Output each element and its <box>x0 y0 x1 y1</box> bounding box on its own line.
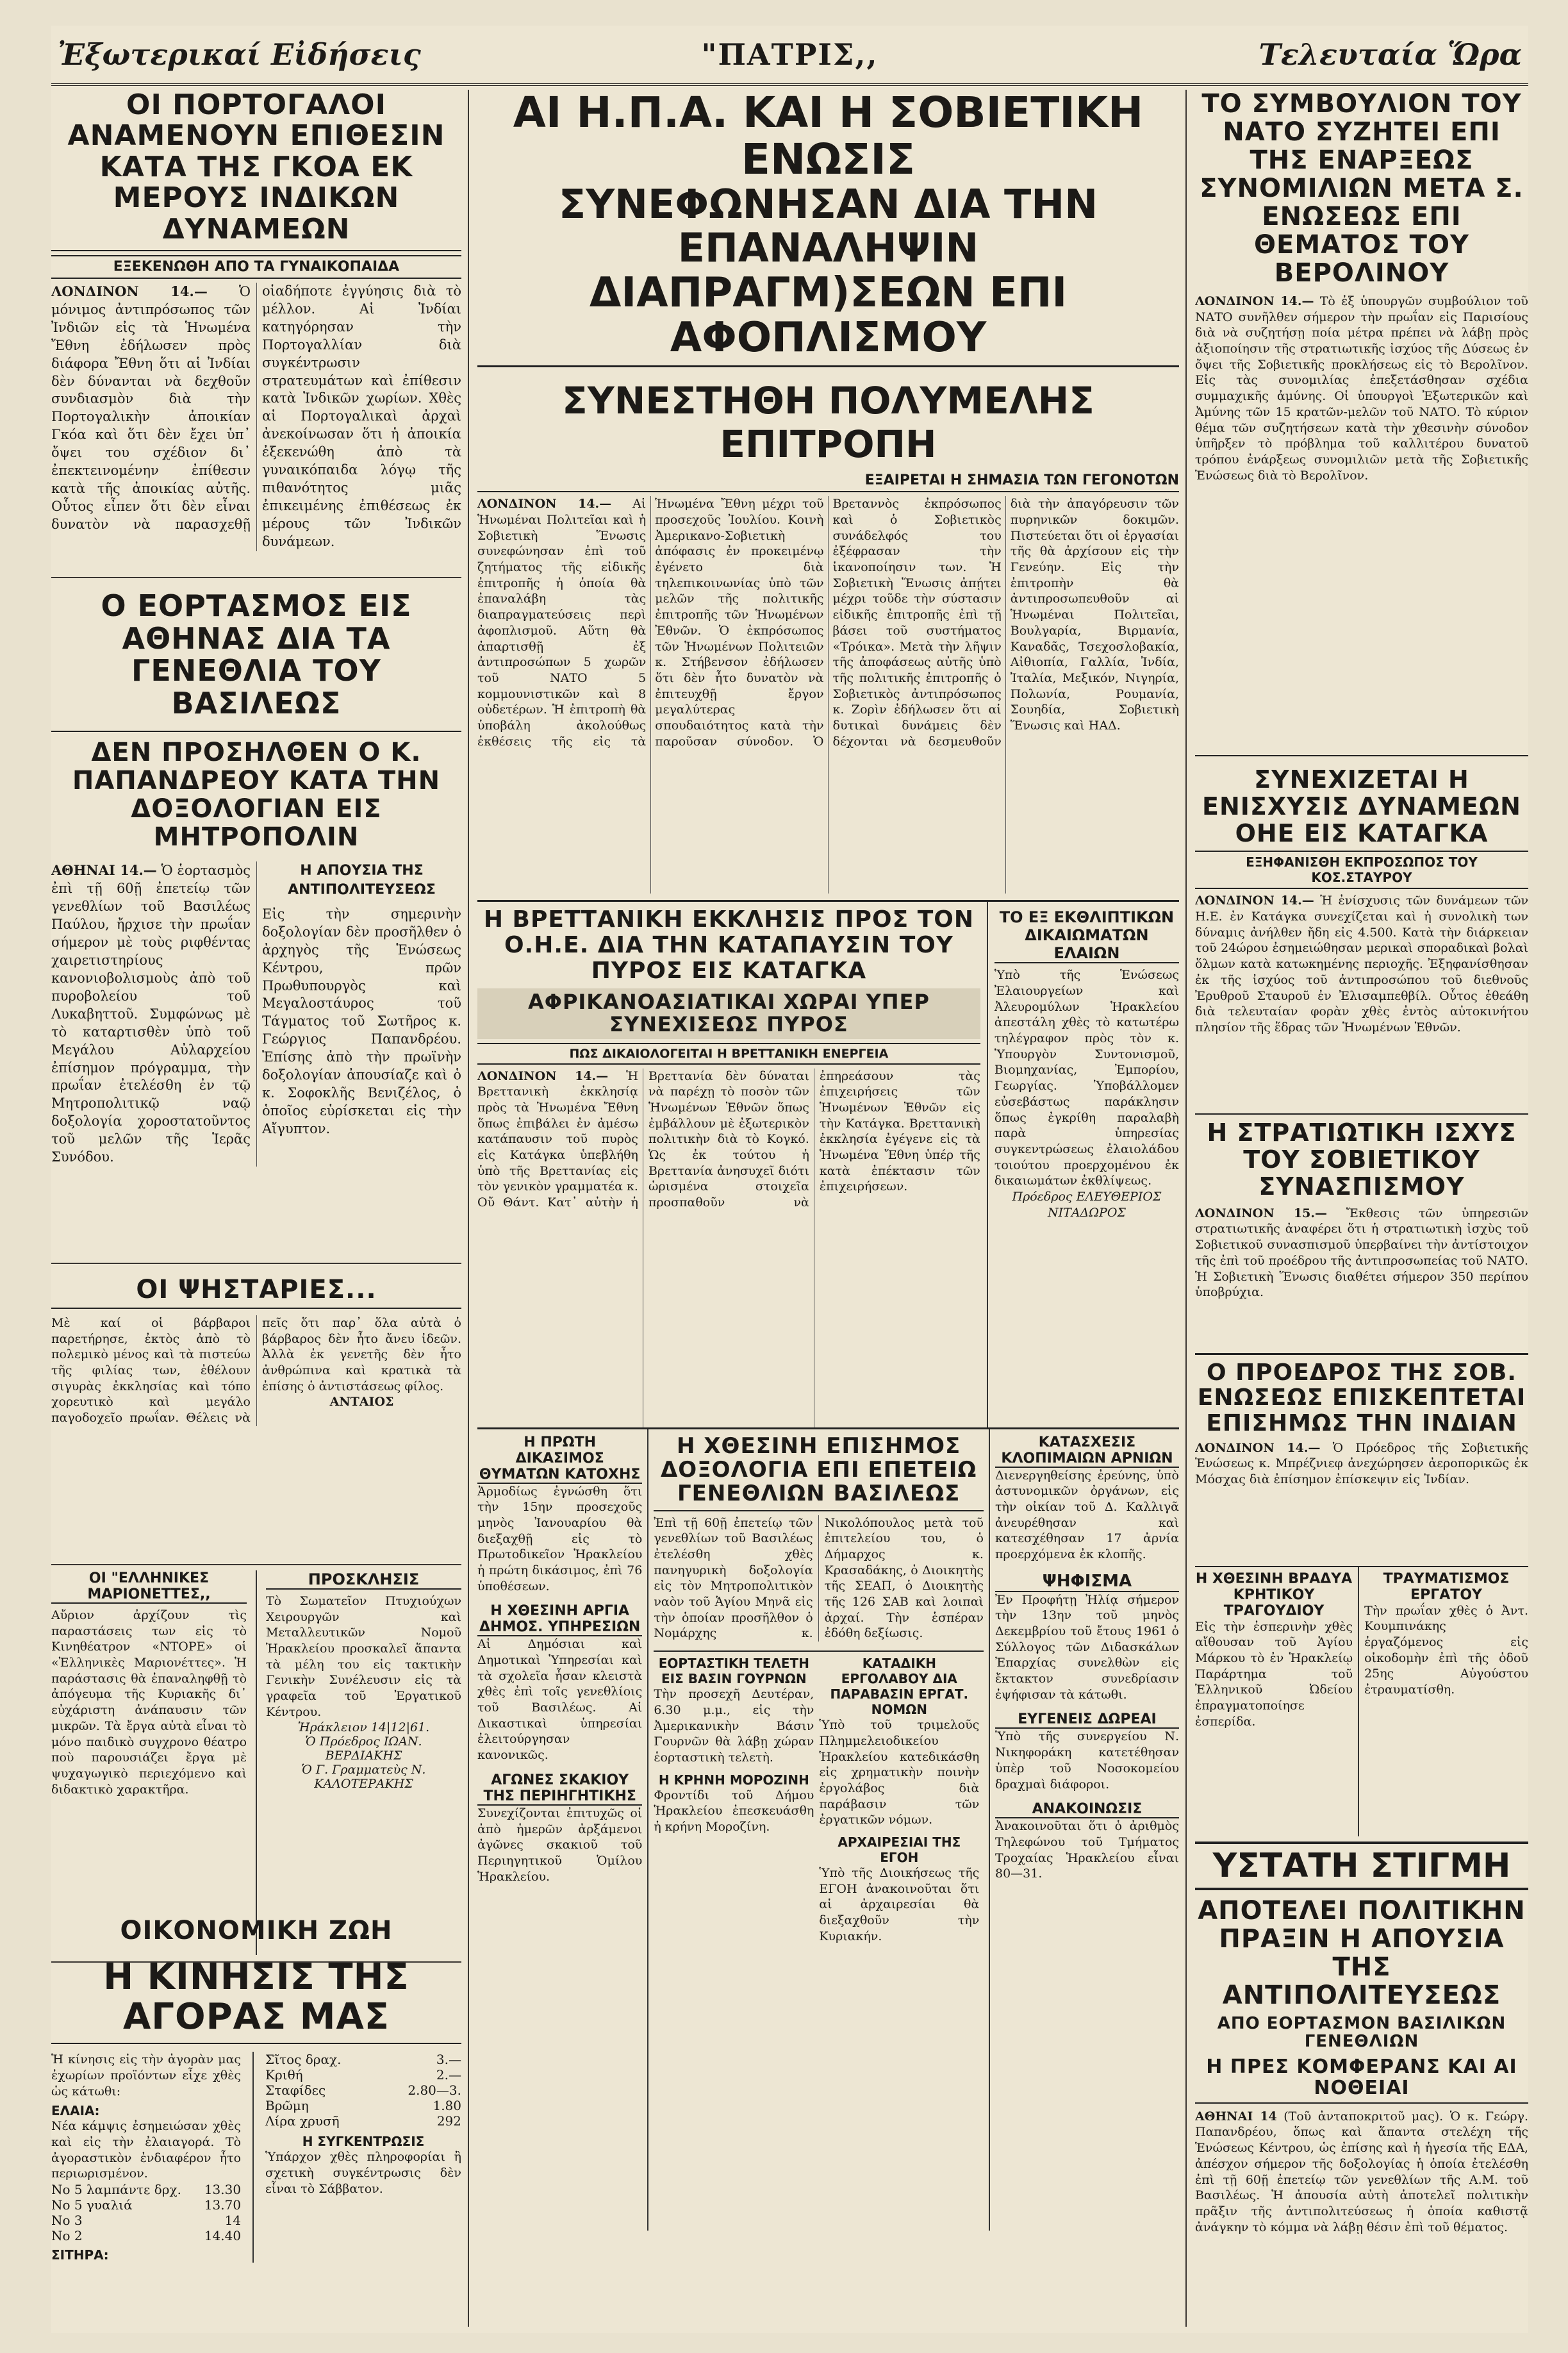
article-text: Τὸ ἐξ ὑπουργῶν συμβούλιον τοῦ ΝΑΤΟ συνῆλθεν σήμερον τὴν πρωΐαν εἰς Παρισίους διὰ νὰ συζητήσῃ ποία μέτρα πρέπει νὰ λάβῃ πρὸς ἀξιοποίησιν τῆς στρατιωτικῆς ἰσχύος τῆς Δύσεως ἐν ὄψει τῆς Σοβιετικῆς προκλήσεως εἰς τὸ Βερολῖνον. Εἰς τὰς συνομιλίας ἐπεξετάσθησαν σχέδια συμμαχικῆς ἀμύνης. Οἱ ὑπουργοὶ Ἐξωτερικῶν καὶ Ἀμύνης τῶν 15 κρατῶν-μελῶν τοῦ ΝΑΤΟ. Τὸ κύριον θέμα τῶν συζητήσεων κατὰ τὴν χθεσινὴν σύνοδον ὑπῆρξεν τὸ πρόβλημα τοῦ καλλιτέρου δυνατοῦ τρόπου ἐνάρξεως συνομιλιῶν μετὰ τῆς Σοβιετικῆς Ἑνώσεως διὰ τὸ Βερολῖνον. <box>1195 294 1528 483</box>
body-fishers <box>51 1315 461 1426</box>
newspaper-page <box>51 26 1528 2333</box>
price-label: Νο 2 <box>51 2228 83 2243</box>
headline-chess: ΑΓΩΝΕΣ ΣΚΑΚΙΟΥ ΤΗΣ ΠΕΡΙΗΓΗΤΙΚΗΣ <box>477 1772 642 1806</box>
signature-president: Ὁ Πρόεδρος ΙΩΑΝ. ΒΕΡΔΙΑΚΗΣ <box>305 1734 422 1763</box>
headline-evening: Η ΧΘΕΣΙΝΗ ΒΡΑΔΥΑ ΚΡΗΤΙΚΟΥ ΤΡΑΓΟΥΔΙΟΥ <box>1195 1570 1353 1619</box>
local-col-2 <box>648 1429 990 2231</box>
headline-oil-rights: ΤΟ ΕΞ ΕΚΘΛΙΠΤΙΚΩΝ ΔΙΚΑΙΩΜΑΤΩΝ ΕΛΑΙΩΝ <box>994 908 1179 963</box>
signature-date: Ἡράκλειον 14|12|61. <box>297 1720 430 1734</box>
subhead-committee: ΕΞΑΙΡΕΤΑΙ Η ΣΗΜΑΣΙΑ ΤΩΝ ΓΕΓΟΝΟΤΩΝ <box>477 470 1179 492</box>
body-last <box>1195 2109 1528 2236</box>
body-trial: Ἁρμοδίως ἐγνώσθη ὅτι τὴν 15ην προσεχοῦς μηνὸς Ἰανουαρίου θὰ διεξαχθῇ εἰς τὸ Πρωτοδικεῖον Ἡρακλείου ἡ πρώτη δικάσιμος, ἐπὶ 76 ὑποθέσεων. <box>477 1484 643 1593</box>
article-text: Ὁ μόνιμος ἀντιπρόσωπος τῶν Ἰνδιῶν εἰς τὰ Ἡνωμένα Ἔθνη ἐδήλωσεν πρὸς διάφορα Ἔθνη ὅτι αἱ Ἰνδίαι δὲν δύνανται νὰ δεχθοῦν συνδιασμὸν διὰ τὴν Πορτογαλικὴν ἀποικίαν Γκόα καὶ ὅτι δὲν ἔχει ὑπ᾽ ὄψει του σχέδιον δι᾽ ἐπεκτεινομένην ἐπίθεσιν κατὰ τῆς ἀποικίας αὐτῆς. Οὗτος εἶπεν ὅτι δὲν εἶναι δυνατὸν νὰ παρασχεθῇ οἱαδήποτε ἐγγύησις διὰ τὸ μέλλον. Αἱ Ἰνδίαι κατηγόρησαν τὴν Πορτογαλλίαν διὰ συγκέντρωσιν στρατευμάτων καὶ ἐπίθεσιν κατὰ Ἰνδικῶν χωρίων. Χθὲς αἱ Πορτογαλικαὶ ἀρχαὶ ἀνεκοίνωσαν ὅτι ἡ ἀποικία ἐξεκενώθη ἀπὸ τὰ γυναικόπαιδα λόγῳ τῆς πιθανότητος μιᾶς ἐπικειμένης ἐπιθέσεως ἐκ μέρους τῶν Ἰνδικῶν δυνάμεων. <box>51 283 461 549</box>
right-column <box>1195 90 1528 2327</box>
body-accident: Τὴν πρωΐαν χθὲς ὁ Ἀντ. Κουμπινάκης ἐργαζόμενος εἰς οἰκοδομὴν ἐπὶ τῆς ὁδοῦ 25ης Αὐγούστου ἐτραυματίσθη. <box>1364 1603 1528 1697</box>
last-minute-banner: ΥΣΤΑΤΗ ΣΤΙΓΜΗ <box>1195 1842 1528 1890</box>
economy-banner: ΟΙΚΟΝΟΜΙΚΗ ΖΩΗ <box>120 1916 393 1945</box>
subhead-last-2: Η ΠΡΕΣ ΚΟΜΦΕΡΑΝΣ ΚΑΙ ΑΙ ΝΟΘΕΙΑΙ <box>1195 2056 1528 2104</box>
price-label: Βρῶμη <box>265 2098 309 2114</box>
article-fishers <box>51 1276 461 1551</box>
article-text: Ἡ Βρεττανικὴ ἐκκλησίᾳ πρὸς τὰ Ἡνωμένα Ἔθνη ὅπως ἐπιβάλει ἐν ἀμέσω κατάπαυσιν τοῦ πυρὸς εἰς Κατάγκα ὑπεβλήθη ὑπὸ τῆς Βρεττανίας εἰς τὸν γενικὸν γραμματέα κ. Οὔ Θάντ. Κατ᾽ αὐτὴν ἡ Βρεττανία δὲν δύναται νὰ παρέχῃ τὸ ποσὸν τῶν Ἡνωμένων Ἐθνῶν ὅπως ἐμβάλλουν μὲ ἐξωτερικὸν πολιτικὴν διὰ τὸ Κογκό. Ὡς ἐκ τούτου ἡ Βρεττανία ἀνησυχεῖ διότι ὡρισμένα στοιχεῖα προσπαθοῦν νὰ ἐπηρεάσουν τὰς ἐπιχειρήσεις τῶν Ἡνωμένων Ἐθνῶν εἰς τὴν Κατάγκα. Βρεττανικὴ ἐκκλησία ἐγέγενε εἰς τὰ Ἡνωμένα Ἔθνη ὑπέρ τῆς κατὰ ἐπέκτασιν τῶν ἐπιχειρήσεων. <box>477 1068 980 1210</box>
article-text: (Τοῦ ἀνταποκριτοῦ μας). Ὁ κ. Γεώργ. Παπανδρέου, ὅπως καὶ ἅπαντα στελέχη τῆς Ἑνώσεως Κέντρου, ὡς ἐπίσης καὶ ἡ ἡγεσία τῆς ΕΔΑ, ἀπέσχον σήμερον τῆς δοξολογίας ἡ ὁποία ἐτελέσθη ἐπὶ τῇ 60ῇ ἐπετείῳ τῶν γενεθλίων τῆς Α.Μ. τοῦ Βασιλέως. Ἡ ἀπουσία αὐτὴ ἀποτελεῖ πολιτικὴν πρᾶξιν τῆς ἀντιπολιτεύσεως ἡ ὁποία καθιστᾷ ἀνάγκην τὸ κόμμα νὰ λάβῃ θέσιν ἐπὶ τοῦ θέματος. <box>1195 2109 1528 2234</box>
price-value: 1.80 <box>433 2098 461 2114</box>
headline-committee: ΣΥΝΕΣΤΗΘΗ ΠΟΛΥΜΕΛΗΣ ΕΠΙΤΡΟΠΗ <box>562 379 1094 467</box>
headline-holiday: Η ΧΘΕΣΙΝΗ ΑΡΓΙΑ ΔΗΜΟΣ. ΥΠΗΡΕΣΙΩΝ <box>477 1603 642 1636</box>
article-feast <box>51 590 461 1295</box>
subhead-portugal: ΕΞΕΚΕΝΩΘΗ ΑΠΟ ΤΑ ΓΥΝΑΙΚΟΠΑΙΔΑ <box>51 255 461 279</box>
body-egoh: Ὑπὸ τῆς Διοικήσεως τῆς ΕΓΟΗ ἀνακοινοῦται ὅτι αἱ ἀρχαιρεσίαι θὰ διεξαχθοῦν τὴν Κυριακήν. <box>819 1865 980 1943</box>
body-president <box>1195 1440 1528 1562</box>
article-oil-rights <box>988 902 1179 1427</box>
article-text: Ἔκθεσις τῶν ὑπηρεσιῶν στρατιωτικῆς ἀναφέρει ὅτι ἡ στρατιωτικὴ ἰσχὺς τοῦ Σοβιετικοῦ συνασπισμοῦ ὑπερβαίνει τὴν ἀντίστοιχον τῆς ἐπὶ τοῦ προέδρου τῆς ἀντιπροσωπείας τοῦ ΝΑΤΟ. Ἡ Σοβιετικὴ Ἕνωσις διαθέτει σήμερον 350 περίπου ὑποβρύχια. <box>1195 1206 1528 1300</box>
dateline: ΑΘΗΝΑΙ 14.— <box>51 862 157 879</box>
evening-block <box>1195 1567 1359 1836</box>
olive-label: ΕΛΑΙΑ: <box>51 2103 100 2119</box>
article-marionettes <box>51 1570 461 1955</box>
article-text: Μὲ καί οἱ βάρβαροι παρετήρησε, ἐκτὸς ἀπὸ τὸ πολεμικὸ μένος καὶ τὰ πιστεύω τῆς φιλίας των, ἐθέλουν σιγυρὰς ἐκκλησίας καὶ τόπο χορευτικὸ καὶ μεγάλο παγοδοχεῖο πρωΐαν. Θέλεις νὰ πεῖς ὅτι παρ᾽ ὅλα αὐτὰ ὁ βάρβαρος δὲν ἦτο ἄνευ ἰδεῶν. Ἀλλὰ ἐκ γενετῆς δὲν ἦτο ἀνθρώπινα καὶ κρατικὰ τὰ ἐπίσης ὁ ἀντιστάσεως φίλος. <box>51 1316 461 1426</box>
body-spring: Φροντίδι τοῦ Δήμου Ἡρακλείου ἐπεσκευάσθη ἡ κρήνη Μοροζίνη. <box>654 1788 814 1834</box>
gathering-text: Ὑπάρχον χθὲς πληροφορίαι ἢ σχετικὴ συγκέντρωσις δὲν εἶναι τὸ Σάββατον. <box>265 2150 461 2196</box>
price-label: Λίρα χρυσῆ <box>265 2113 340 2129</box>
local-col-3 <box>990 1429 1179 2231</box>
section-divider <box>51 1564 461 1565</box>
marionettes-block <box>51 1570 247 1955</box>
dateline: ΑΘΗΝΑΙ 14 <box>1195 2109 1277 2124</box>
article-text: Ὁ Πρόεδρος τῆς Σοβιετικῆς Ἑνώσεως κ. Μπρέζνιεφ ἀνεχώρησεν ἀεροπορικῶς ἐκ Μόσχας διὰ ἐπίσημον ἐπίσκεψιν εἰς Ἰνδίαν. <box>1195 1440 1528 1486</box>
center-column <box>477 90 1179 2231</box>
section-divider <box>51 1263 461 1264</box>
body-reinforcement <box>1195 893 1528 1104</box>
price-row <box>51 2182 241 2197</box>
subhead-absence: Η ΑΠΟΥΣΙΑ ΤΗΣ ΑΝΤΙΠΟΛΙΤΕΥΣΕΩΣ <box>288 863 436 898</box>
price-value: 2.80—3. <box>408 2083 461 2099</box>
body-ceremony: Ἐπὶ τῇ 60ῇ ἐπετείῳ τῶν γενεθλίων τοῦ Βασιλέως ἐτελέσθη χθὲς πανηγυρικὴ δοξολογία εἰς τὸν Μητροπολιτικὸν ναὸν τοῦ Ἁγίου Μηνᾶ εἰς τὴν ὁποίαν προσῆλθον ὁ Νομάρχης κ. Νικολόπουλος μετὰ τοῦ ἐπιτελείου του, ὁ Δήμαρχος κ. Κρασαδάκης, ὁ Διοικητὴς τῆς ΣΕΑΠ, ὁ Διοικητὴς τῆς 126 ΣΑΒ καὶ λοιπαὶ ἀρχαί. Τὴν ἑσπέραν ἐδόθη δεξίωσις. <box>654 1515 984 1641</box>
body-announcement: Ἀνακοινοῦται ὅτι ὁ ἀριθμὸς Τηλεφώνου τοῦ Τμήματος Τροχαίας Ἡρακλείου εἶναι 80—31. <box>994 1819 1179 1881</box>
olive-price-list <box>51 2182 241 2243</box>
headline-fishers: ΟΙ ΨΗΣΤΑΡΙΕΣ... <box>51 1276 461 1309</box>
fest-block <box>654 1652 814 1944</box>
body-soviet-strength <box>1195 1206 1528 1347</box>
section-left-label: Ἐξωτερικαί Εἰδήσεις <box>58 37 421 72</box>
column-rule <box>1185 90 1187 2327</box>
headline-egoh: ΑΡΧΑΙΡΕΣΙΑΙ ΤΗΣ ΕΓΟΗ <box>838 1834 961 1865</box>
article-portugal <box>51 90 461 570</box>
dateline: ΛΟΝΔΙΝΟΝ 15.— <box>1195 1206 1327 1220</box>
price-label: Νο 3 <box>51 2213 83 2228</box>
evening-accident-row <box>1195 1566 1528 1836</box>
price-value: 14 <box>224 2213 242 2228</box>
signature-oil: Πρόεδρος ΕΛΕΥΘΕΡΙΟΣ ΝΙΤΑΔΩΡΟΣ <box>1012 1189 1162 1220</box>
price-label: Σταφίδες <box>265 2083 326 2099</box>
price-row <box>51 2197 241 2213</box>
headline-invitation: ΠΡΟΣΚΛΗΣΙΣ <box>266 1570 461 1590</box>
market-col-1 <box>51 2052 241 2263</box>
local-sub-row <box>654 1650 984 1944</box>
article-text: Ἡ ἐνίσχυσις τῶν δυνάμεων τῶν Η.Ε. ἐν Κατάγκα συνεχίζεται καὶ ἡ συνολικὴ των δύναμις ἀνήλθεν ἤδη εἰς 4.500. Κατὰ τὴν διάρκειαν τοῦ 24ώρου ἐσημειώθησαν μερικαὶ σποραδικαὶ βολαὶ ὅλμων κατὰ κατωκημένης περιοχῆς. Ἐξηφανίσθησαν ἐκ τῆς ἰσχύος τοῦ ἀντιπροσώπου τοῦ διεθνοῦς Ἐρυθροῦ Σταυροῦ ἐν Ἐλισαμπεθβίλ. Οὗτος ἐθεάθη διὰ τελευταίαν φορὰν χθὲς ἐντὸς αὐτοκινήτου πλησίον τῆς ἕδρας τῶν Ἡνωμένων Ἐθνῶν. <box>1195 894 1528 1035</box>
church-and-oil-row <box>477 900 1179 1427</box>
price-list <box>265 2052 461 2129</box>
headline-church: Η ΒΡΕΤΤΑΝΙΚΗ ΕΚΚΛΗΣΙΣ ΠΡΟΣ ΤΟΝ Ο.Η.Ε. ΔΙΑ ΤΗΝ ΚΑΤΑΠΑΥΣΙΝ ΤΟΥ ΠΥΡΟΣ ΕΙΣ ΚΑΤΑΓΚΑ <box>483 906 975 984</box>
price-row <box>265 2113 461 2129</box>
dateline: ΛΟΝΔΙΝΟΝ 14.— <box>51 283 208 299</box>
dateline: ΛΟΝΔΙΝΟΝ 14.— <box>477 1068 609 1083</box>
headline-reinforcement: ΣΥΝΕΧΙΖΕΤΑΙ Η ΕΝΙΣΧΥΣΙΣ ΔΥΝΑΜΕΩΝ ΟΗΕ ΕΙΣ ΚΑΤΑΓΚΑ <box>1202 765 1521 847</box>
paper-title: "ΠΑΤΡΙΣ,, <box>701 37 879 72</box>
local-col-1 <box>477 1429 648 2231</box>
headline-vote: ΨΗΦΙΣΜΑ <box>995 1572 1179 1592</box>
market-columns <box>51 2052 461 2263</box>
headline-disarmament: ΔΙΑΠΡΑΓΜ)ΣΕΩΝ ΕΠΙ ΑΦΟΠΛΙΣΜΟΥ <box>477 270 1179 368</box>
price-value: 14.40 <box>204 2228 242 2243</box>
headline-agreement: ΣΥΝΕΦΩΝΗΣΑΝ ΔΙΑ ΤΗΝ ΕΠΑΝΑΛΗΨΙΝ <box>558 181 1098 272</box>
body-nato <box>1195 294 1528 756</box>
body-fest: Τὴν προσεχῆ Δευτέραν, 6.30 μ.μ., εἰς τὴν Ἀμερικανικὴν Βάσιν Γουρνῶν θὰ λάβῃ χώραν ἑορταστικὴ τελετὴ. <box>654 1687 814 1765</box>
dateline: ΛΟΝΔΙΝΟΝ 14.— <box>1195 894 1314 908</box>
headline-nato: ΤΟ ΣΥΜΒΟΥΛΙΟΝ ΤΟΥ ΝΑΤΟ ΣΥΖΗΤΕΙ ΕΠΙ ΤΗΣ ΕΝΑΡΞΕΩΣ ΣΥΝΟΜΙΛΙΩΝ ΜΕΤΑ Σ. ΕΝΩΣΕΩΣ ΕΠΙ ΘΕΜΑΤΟΣ ΤΟΥ ΒΕΡΟΛΙΝΟΥ <box>1200 90 1524 288</box>
market-col-2 <box>265 2052 461 2263</box>
body-invitation: Τὸ Σωματεῖον Πτυχιούχων Χειρουργῶν καὶ Μεταλλευτικῶν Νομοῦ Ἡρακλείου προσκαλεῖ ἅπαντα τὰ μέλη του εἰς τακτικὴν Γενικὴν Συνέλευσιν εἰς τὰ γραφεῖα τοῦ Ἐργατικοῦ Κέντρου. <box>265 1594 461 1719</box>
headline-fest: ΕΟΡΤΑΣΤΙΚΗ ΤΕΛΕΤΗ ΕΙΣ ΒΑΣΙΝ ΓΟΥΡΝΩΝ <box>658 1656 809 1687</box>
olive-text: Νέα κάμψις ἐσημειώσαν χθὲς καὶ εἰς τὴν ἐλαιαγορά. Τὸ ἀγοραστικὸν ἐνδιαφέρον ἦτο περιωρισμένον. <box>51 2119 242 2181</box>
price-label: Κριθή <box>265 2067 303 2083</box>
dateline: ΛΟΝΔΙΝΟΝ 14.— <box>477 497 612 511</box>
price-row <box>51 2213 241 2228</box>
headline-market: Η ΚΙΝΗΣΙΣ ΤΗΣ ΑΓΟΡΑΣ ΜΑΣ <box>51 1958 461 2044</box>
price-row <box>51 2228 241 2243</box>
headline-last: ΑΠΟΤΕΛΕΙ ΠΟΛΙΤΙΚΗΝ ΠΡΑΞΙΝ Η ΑΠΟΥΣΙΑ ΤΗΣ ΑΝΤΙΠΟΛΙΤΕΥΣΕΩΣ <box>1198 1895 1526 2010</box>
body-chess: Συνεχίζονται ἐπιτυχῶς οἱ ἀπὸ ἡμερῶν ἀρξάμενοι ἀγῶνες σκακιοῦ τοῦ Περιηγητικοῦ Ὁμίλου Ἡρακλείου. <box>477 1806 643 1884</box>
price-label: Σῖτος δραχ. <box>265 2052 342 2068</box>
body-portugal <box>51 283 461 551</box>
headline-announcement: ΑΝΑΚΟΙΝΩΣΙΣ <box>995 1801 1179 1818</box>
headline-soviet-strength: Η ΣΤΡΑΤΙΩΤΙΚΗ ΙΣΧΥΣ ΤΟΥ ΣΟΒΙΕΤΙΚΟΥ ΣΥΝΑΣΠΙΣΜΟΥ <box>1195 1113 1528 1200</box>
article-church <box>477 902 988 1427</box>
price-row <box>265 2052 461 2067</box>
headline-arrest: ΚΑΤΑΣΧΕΣΙΣ ΚΛΟΠΙΜΑΙΩΝ ΑΡΝΙΩΝ <box>995 1434 1179 1468</box>
price-row <box>265 2083 461 2098</box>
invitation-block <box>266 1570 461 1955</box>
price-value: 13.30 <box>204 2182 242 2197</box>
column-rule <box>468 90 469 1667</box>
headline-feast: Ο ΕΟΡΤΑΣΜΟΣ ΕΙΣ ΑΘΗΝΑΣ ΔΙΑ ΤΑ ΓΕΝΕΘΛΙΑ ΤΟΥ ΒΑΣΙΛΕΩΣ <box>101 590 412 720</box>
article-text: Ὁ ἑορτασμὸς ἐπὶ τῇ 60ῇ ἐπετείῳ τῶν γενεθλίων τοῦ Βασιλέως Παύλου, ἤρχισε τὴν πρωΐαν σήμερον μὲ τοὺς ριφθέντας χαιρετιστηρίους κανονιοβολισμοὺς ἀπὸ τοῦ πυροβολείου τοῦ Λυκαβηττοῦ. Συμφώνως μὲ τὸ καταρτισθὲν ὑπὸ τοῦ Μεγάλου Αὐλαρχείου ἐπίσημον πρόγραμμα, τὴν πρωΐαν ἐτελέσθη ἐν τῷ Μητροπολιτικῷ ναῷ δοξολογία χοροστατοῦντος τοῦ μελῶν τῆς Ἱερᾶς Συνόδου. <box>51 863 251 1165</box>
body-church <box>477 1068 980 1427</box>
price-value: 2.— <box>436 2067 461 2083</box>
signature-secretary: Ὁ Γ. Γραμματεὺς Ν. ΚΑΛΟΤΕΡΑΚΗΣ <box>301 1762 426 1791</box>
body-holiday: Αἱ Δημόσιαι καὶ Δημοτικαὶ Ὑπηρεσίαι καὶ τὰ σχολεῖα ἦσαν κλειστὰ χθὲς ἐπὶ τοῖς γενεθλίοις τοῦ Βασιλέως. Αἱ Δικαστικαὶ ὑπηρεσίαι ἐλειτούργησαν κανονικῶς. <box>477 1637 643 1763</box>
headline-ceremony: Η ΧΘΕΣΙΝΗ ΕΠΙΣΗΜΟΣ ΔΟΞΟΛΟΓΙΑ ΕΠΙ ΕΠΕΤΕΙΩ ΓΕΝΕΘΛΙΩΝ ΒΑΣΙΛΕΩΣ <box>654 1434 984 1511</box>
contractor-block <box>819 1652 979 1944</box>
headline-president: Ο ΠΡΟΕΔΡΟΣ ΤΗΣ ΣΟΒ. ΕΝΩΣΕΩΣ ΕΠΙΣΚΕΠΤΕΤΑΙ ΕΠΙΣΗΜΩΣ ΤΗΝ ΙΝΔΙΑΝ <box>1195 1353 1528 1436</box>
subhead-church: ΠΩΣ ΔΙΚΑΙΟΛΟΓΕΙΤΑΙ Η ΒΡΕΤΤΑΝΙΚΗ ΕΝΕΡΓΕΙΑ <box>477 1043 980 1065</box>
body-contractor: Ὑπὸ τοῦ τριμελοῦς Πλημμελειοδικείου Ἡρακλείου κατεδικάσθη εἰς χρηματικὴν ποινὴν ἐργολάβος διὰ παράβασιν τῶν ἐργατικῶν νόμων. <box>819 1718 980 1827</box>
masthead <box>51 26 1528 86</box>
left-column <box>51 90 461 1797</box>
headline-usa-ussr: ΑΙ Η.Π.Α. ΚΑΙ Η ΣΟΒΙΕΤΙΚΗ ΕΝΩΣΙΣ <box>513 88 1144 184</box>
signature: ΑΝΤΑΙΟΣ <box>329 1395 394 1409</box>
body-arrest: Διενεργηθείσης ἐρεύνης, ὑπὸ ἀστυνομικῶν ὀργάνων, εἰς τὴν οἰκίαν τοῦ Δ. Καλλιγᾶ ἀνευρέθησαν καὶ κατεσχέθησαν 17 ἀρνία προερχόμενα ἐκ κλοπῆς. <box>994 1468 1179 1561</box>
subhead-last: ΑΠΟ ΕΟΡΤΑΣΜΟΝ ΒΑΣΙΛΙΚΩΝ ΓΕΝΕΘΛΙΩΝ <box>1217 2013 1506 2052</box>
local-news-row <box>477 1427 1179 2231</box>
headline-accident: ΤΡΑΥΜΑΤΙΣΜΟΣ ΕΡΓΑΤΟΥ <box>1383 1570 1510 1603</box>
dateline: ΛΟΝΔΙΝΟΝ 14.— <box>1195 294 1314 308</box>
body-feast <box>51 861 461 1167</box>
price-row <box>265 2067 461 2083</box>
body-marionettes: Αὔριον ἀρχίζουν τὶς παραστάσεις των εἰς τὸ Κινηθέατρον «ΝΤΟΡΕ» οἱ «Ἑλληνικὲς Μαριονέττες». Ἡ παράστασις θὰ ἐπαναληφθῇ τὸ ἀπόγευμα τῆς Κυριακῆς δι᾽ εὐχάριστη ἀνάπαυσιν τῶν μικρῶν. Τὰ ἔργα αὐτὰ εἶναι τὸ μόνο παιδικὸ συγχρονο θέατρο ποὺ παρουσιάζει ἔργα μὲ ψυχαγωγικὸ περιεχόμενο καὶ διδακτικὸ χαρακτῆρα. <box>51 1608 247 1797</box>
headline-portugal: ΟΙ ΠΟΡΤΟΓΑΛΟΙ ΑΝΑΜΕΝΟΥΝ ΕΠΙΘΕΣΙΝ ΚΑΤΑ ΤΗΣ ΓΚΟΑ ΕΚ ΜΕΡΟΥΣ ΙΝΔΙΚΩΝ ΔΥΝΑΜΕΩΝ <box>51 90 461 251</box>
headline-papandreou: ΔΕΝ ΠΡΟΣΗΛΘΕΝ Ο Κ. ΠΑΠΑΝΔΡΕΟΥ ΚΑΤΑ ΤΗΝ ΔΟΞΟΛΟΓΙΑΝ ΕΙΣ ΜΗΤΡΟΠΟΛΙΝ <box>51 731 461 851</box>
gathering-label: Η ΣΥΓΚΕΝΤΡΩΣΙΣ <box>302 2134 425 2150</box>
price-row <box>265 2098 461 2113</box>
price-value: 13.70 <box>204 2197 242 2213</box>
headline-spring: Η ΚΡΗΝΗ ΜΟΡΟΖΙΝΗ <box>658 1772 809 1788</box>
subhead-reinforcement: ΕΞΗΦΑΝΙΣΘΗ ΕΚΠΡΟΣΩΠΟΣ ΤΟΥ ΚΟΣ.ΣΤΑΥΡΟΥ <box>1195 851 1528 889</box>
column-rule <box>256 1570 257 1955</box>
body-vote: Ἐν Προφήτῃ Ἠλίᾳ σήμερον τὴν 13ην τοῦ μηνὸς Δεκεμβρίου τοῦ ἔτους 1961 ὁ Σύλλογος τῶν Διδασκάλων Ἐπαρχίας συνελθὼν εἰς ἔκτακτον συνεδρίασιν ἐψήφισαν τὰ κάτωθι. <box>994 1592 1179 1702</box>
headline-marionettes: ΟΙ "ΕΛΛΗΝΙΚΕΣ ΜΑΡΙΟΝΕΤΤΕΣ,, <box>51 1570 247 1604</box>
section-right-label: Τελευταία Ὥρα <box>1259 37 1522 72</box>
article-text: Ὑπὸ τῆς Ἑνώσεως Ἐλαιουργείων καὶ Ἀλευρομύλων Ἡρακλείου ἀπεστάλη χθὲς τὸ κατωτέρω τηλέγραφον πρὸς τὸν κ. Ὑπουργὸν Συντονισμοῦ, Βιομηχανίας, Ἐμπορίου, Γεωργίας. Ὑποβάλλομεν εὐσεβάστως παράκλησιν ὅπως ἐγκρίθη παραλαβὴ παρὰ ὑπηρεσίας συγκεντρώσεως ἐλαιολάδου τοιούτου προερχομένου ἐκ δικαιωμάτων ἐκθλίψεως. <box>994 968 1179 1188</box>
price-label: Νο 5 γυαλιά <box>51 2197 133 2213</box>
section-divider <box>51 577 461 578</box>
dateline: ΛΟΝΔΙΝΟΝ 14.— <box>1195 1440 1321 1455</box>
body-committee <box>477 496 1179 894</box>
column-rule <box>252 2052 254 2263</box>
headline-contractor: ΚΑΤΑΔΙΚΗ ΕΡΓΟΛΑΒΟΥ ΔΙΑ ΠΑΡΑΒΑΣΙΝ ΕΡΓΑΤ. ΝΟΜΩΝ <box>830 1656 969 1718</box>
article-text: Αἱ Ἡνωμέναι Πολιτεῖαι καὶ ἡ Σοβιετικὴ Ἕνωσις συνεφώνησαν ἐπὶ τοῦ ζητήματος τῆς εἰδικῆς ἐπιτροπῆς ἡ ὁποία θὰ ἐπαναλάβη τὰς διαπραγματεύσεις περὶ ἀφοπλισμοῦ. Αὕτη θὰ ἀπαρτισθῇ ἐξ ἀντιπροσώπων 5 χωρῶν τοῦ ΝΑΤΟ 5 κομμουνιστικῶν καὶ 8 οὐδετέρων. Ἡ ἐπιτροπὴ θὰ ὑποβάλη ἀκολούθως ἐκθέσεις τῆς εἰς τὰ Ἡνωμένα Ἔθνη μέχρι τοῦ προσεχοῦς Ἰουλίου. Κοινὴ Ἀμερικανο-Σοβιετικὴ ἀπόφασις ἐν προκειμένῳ ἐγένετο διὰ τηλεπικοινωνίας ὑπὸ τῶν μελῶν τῆς πολιτικῆς ἐπιτροπῆς τῶν Ἡνωμένων Ἐθνῶν. Ὁ ἐκπρόσωπος τῶν Ἡνωμένων Πολιτειῶν κ. Στήβενσον ἐδήλωσεν ὅτι δὲν ἦτο δυνατὸν νὰ ἐπιτευχθῇ ἔργον μεγαλύτερας σπουδαιότητος κατὰ τὴν παροῦσαν σύνοδον. Ὁ Βρεταννὸς ἐκπρόσωπος καὶ ὁ Σοβιετικὸς συνάδελφός του ἐξέφρασαν τὴν ἱκανοποίησιν των. Ἡ Σοβιετικὴ Ἕνωσις ἀπῄτει μέχρι τοῦδε τὴν σύστασιν εἰδικῆς ἐπιτροπῆς ἐπὶ τῇ βάσει τοῦ συστήματος «Τρόικα». Μετὰ τὴν λῆψιν τῆς ἀποφάσεως αὐτῆς ὑπὸ τῆς πολιτικῆς ἐπιτροπῆς ὁ Σοβιετικὸς ἀντιπρόσωπος κ. Ζορὶν ἐδήλωσεν ὅτι αἱ δυτικαὶ δυνάμεις δὲν δέχονται νὰ δεσμευθοῦν διὰ τὴν ἀπαγόρευσιν τῶν πυρηνικῶν δοκιμῶν. Πιστεύεται ὅτι οἱ ἐργασίαι τῆς θὰ ἀρχίσουν εἰς τὴν Γενεύην. Εἰς τὴν ἐπιτροπὴν θὰ ἀντιπροσωπευθοῦν αἱ Ἡνωμέναι Πολιτεῖαι, Βουλγαρία, Βιρμανία, Καναδᾶς, Τσεχοσλοβακία, Αἰθιοπία, Γαλλία, Ἰνδία, Ἰταλία, Μεξικόν, Νιγηρία, Πολωνία, Ρουμανία, Σουηδία, Σοβιετικὴ Ἕνωσις καὶ ΗΑΔ. <box>477 497 1179 749</box>
accident-block <box>1359 1567 1528 1836</box>
article-text: Εἰς τὴν σημερινὴν δοξολογίαν δὲν προσῆλθεν ὁ ἀρχηγὸς τῆς Ἑνώσεως Κέντρου, πρῶν Πρωθυπουργὸς καὶ Μεγαλοστάυρος τοῦ Τάγματος τοῦ Σωτῆρος κ. Γεώργιος Παπανδρέου. Ἐπίσης ἀπὸ τὴν πρωϊνὴν δοξολογίαν ἀπουσίαζε καὶ ὁ κ. Σοφοκλῆς Βενιζέλος, ὁ ὁποῖος εὑρίσκεται εἰς τὴν Αἴγυπτον. <box>262 906 461 1136</box>
body-evening: Εἰς τὴν ἐσπερινὴν χθὲς αἴθουσαν τοῦ Ἁγίου Μάρκου τὸ ἐν Ἡρακλείῳ Παράρτημα τοῦ Ἑλληνικοῦ Ὠδείου ἐπραγματοποίησε ἐσπερίδα. <box>1195 1619 1353 1729</box>
grain-label: ΣΙΤΗΡΑ: <box>51 2247 109 2263</box>
headline-afroasian: ΑΦΡΙΚΑΝΟΑΣΙΑΤΙΚΑΙ ΧΩΡΑΙ ΥΠΕΡ ΣΥΝΕΧΙΣΕΩΣ ΠΥΡΟΣ <box>477 988 980 1038</box>
body-donations: Ὑπὸ τῆς συνεργείου Ν. Νικηφοράκη κατετέθησαν ὑπὲρ τοῦ Νοσοκομείου δραχμαὶ διάφοροι. <box>994 1729 1179 1792</box>
price-value: 292 <box>436 2113 461 2129</box>
headline-donations: ΕΥΓΕΝΕΙΣ ΔΩΡΕΑΙ <box>995 1711 1179 1729</box>
price-label: Νο 5 λαμπάντε δρχ. <box>51 2182 182 2197</box>
body-oil-rights <box>994 967 1179 1326</box>
price-value: 3.— <box>436 2052 461 2068</box>
headline-trial: Η ΠΡΩΤΗ ΔΙΚΑΣΙΜΟΣ ΘΥΜΑΤΩΝ ΚΑΤΟΧΗΣ <box>477 1434 642 1484</box>
market-intro: Ἡ κίνησις εἰς τὴν ἀγορὰν μας ἐχωρίων προϊόντων εἶχε χθὲς ὡς κάτωθι: <box>51 2052 242 2099</box>
